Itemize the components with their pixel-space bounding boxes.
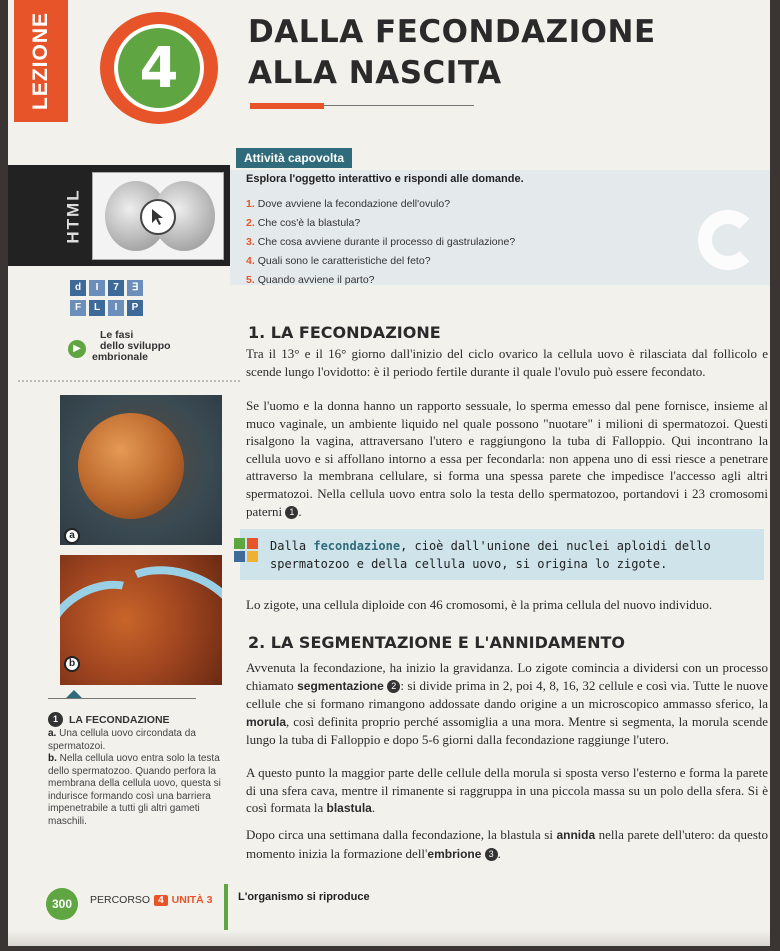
title-rule [324, 105, 474, 106]
page-shadow [8, 930, 770, 946]
section-title-segmentazione: 2. LA SEGMENTAZIONE E L'ANNIDAMENTO [248, 633, 625, 652]
video-icon[interactable]: ▶ [68, 340, 86, 358]
question-list [246, 195, 515, 290]
egg-cell [78, 413, 184, 519]
cursor-icon[interactable] [140, 199, 176, 235]
interactive-object-thumbnail[interactable] [92, 172, 224, 260]
photo-label-a: a [64, 528, 80, 544]
photo-label-b: b [64, 656, 80, 672]
figure-ref: 2 [387, 680, 400, 693]
footer-separator [224, 884, 228, 934]
activity-tag: Attività capovolta [236, 148, 352, 168]
paragraph: Dopo circa una settimana dalla fecondazione, la blastula si annida nella parete dell'utero: da questo momento inizia la formazione dell'embrione 3 . [246, 827, 768, 861]
caption-text: a. Una cellula uovo circondata da spermatozoi. b. Nella cellula uovo entra solo la testa dello spermatozoo. Quando perfora la membrana della cellula uovo, questa si indurisce formando così una barriera impenetrabile a tutti gli altri gameti maschili. [48, 728, 221, 827]
question-item: 4. Quali sono le caratteristiche del feto? [246, 255, 431, 267]
paragraph: Se l'uomo e la donna hanno un rapporto sessuale, lo sperma emesso dal pene fornisce, insieme al muco vaginale, un ambiente liquido nel quale possono "nuotare" i milioni di spermatozoi. Questi risalgono la vagina, attraversano l'utero e raggiungono la tuba di Falloppio. Qui incontrano la cellula uovo e si affollano intorno a essa per fecondarla: non appena uno di essi riesce a penetrare attraverso la membrana cellulare, si forma una spessa parete che impedisce l'accesso agli altri spermatozoi. Nella cellula uovo entra solo la testa dello spermatozoo, portandovi i 23 cromosomi paterni 1 . [246, 398, 768, 519]
page-number: 300 [46, 888, 78, 920]
page-title: DALLA FECONDAZIONE ALLA NASCITA [248, 14, 656, 91]
html-label: HTML [64, 187, 83, 244]
footer-chapter: L'organismo si riproduce [238, 891, 370, 903]
footer-path: PERCORSO 4 UNITÀ 3 [90, 894, 213, 906]
sperm-entry-photo [60, 555, 222, 685]
section-title-fecondazione: 1. LA FECONDAZIONE [248, 323, 441, 342]
caption-marker [66, 690, 82, 698]
puzzle-icon [232, 536, 260, 566]
definition-text: Dalla fecondazione, cioè dall'unione dei nuclei aploidi dello spermatozoo e della cellula uovo, si origina lo zigote. [270, 539, 711, 571]
activity-intro: Esplora l'oggetto interattivo e rispondi alle domande. [246, 173, 524, 185]
lesson-number-badge: 4 [114, 24, 204, 112]
figure-ref: 3 [485, 848, 498, 861]
egg-cell-photo [60, 395, 222, 545]
flip-logo: d I 7 ∃ F L I P [70, 280, 150, 320]
question-item: 1. Dove avviene la fecondazione dell'ovulo? [246, 198, 451, 210]
paragraph: A questo punto la maggior parte delle cellule della morula si sposta verso l'esterno e forma la parete di una sfera cava, mentre il rimanente si raggruppa in una piccola massa su un polo della sfera. Si è così formata la blastula. [246, 765, 768, 816]
paragraph: Tra il 13° e il 16° giorno dall'inizio del ciclo ovarico la cellula uovo è rilasciata dal follicolo e scende lungo l'ovidotto: è il periodo fertile durante il quale l'ovulo può essere fecondato. [246, 346, 768, 379]
paragraph: Avvenuta la fecondazione, ha inizio la gravidanza. Lo zigote comincia a dividersi con un processo chiamato segmentazione 2 : si divide prima in 2, poi 4, 8, 16, 32 cellule e così via. Tutte le nuove cellule che si formano rimangono addossate dando origine a un microscopico ammasso sferico, la morula, così definita proprio perché assomiglia a una mora. Mentre si segmenta, la morula scende lungo la tuba di Falloppio e dopo 5-6 giorni dalla fecondazione raggiunge l'utero. [246, 660, 769, 748]
title-underline [250, 103, 324, 109]
refresh-icon [698, 210, 758, 270]
dotted-divider [18, 380, 240, 383]
textbook-page [8, 0, 770, 946]
caption-title: 1 LA FECONDAZIONE [48, 712, 170, 727]
figure-ref: 1 [285, 506, 298, 519]
question-item: 5. Quando avviene il parto? [246, 274, 375, 286]
paragraph: Lo zigote, una cellula diploide con 46 cromosomi, è la prima cellula del nuovo individuo. [246, 597, 713, 612]
caption-rule [48, 698, 196, 699]
question-item: 2. Che cos'è la blastula? [246, 217, 361, 229]
video-link-label[interactable]: Le fasi dello sviluppo embrionale [92, 329, 171, 363]
question-item: 3. Che cosa avviene durante il processo di gastrulazione? [246, 236, 516, 248]
lezione-label: LEZIONE [29, 11, 53, 111]
